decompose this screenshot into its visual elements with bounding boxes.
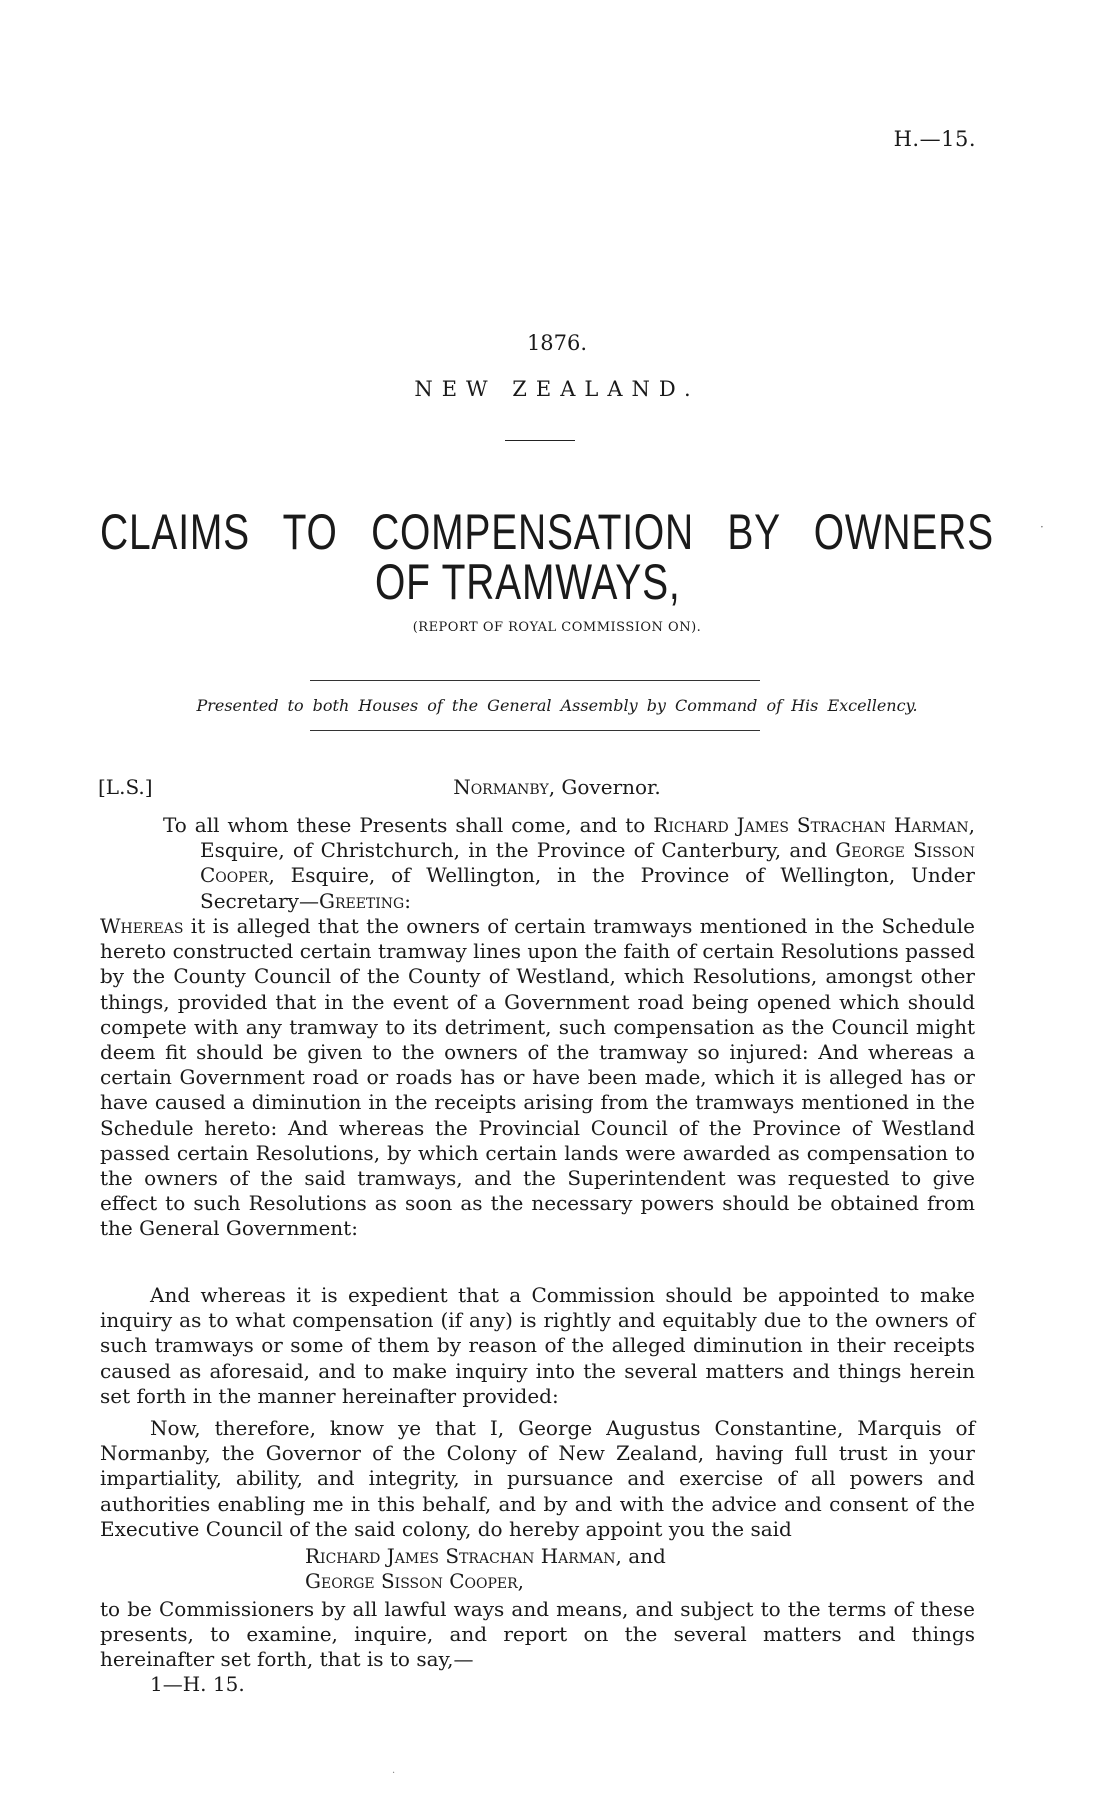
footer-reference: 1—H. 15.: [150, 1672, 245, 1696]
country-heading: NEW ZEALAND.: [414, 377, 700, 401]
title-line-1: CLAIMS TO COMPENSATION BY OWNERS: [100, 504, 994, 560]
salutation-text-2: , Esquire, of Christchurch, in the Province of Canterbury, and: [200, 813, 975, 863]
presented-line: Presented to both Houses of the General Assembly by Command of His Excellency.: [196, 696, 918, 715]
greeting: Greeting: [318, 888, 405, 913]
appointee-2: [305, 1569, 666, 1594]
commissioners-text: to be Commissioners by all lawful ways and means, and subject to the terms of these presents, to examine, inquire, and report on the several matters and things hereinafter set forth, that is to say,—: [100, 1597, 975, 1672]
appointee-2-suffix: ,: [517, 1569, 525, 1594]
year: 1876.: [526, 331, 588, 355]
commissioner-name-1: Richard James Strachan Harman: [653, 813, 969, 837]
whereas-paragraph: [100, 914, 975, 1242]
whereas-text: it is alleged that the owners of certain tramways mentioned in the Schedule hereto constructed certain tramway lines upon the faith of certain Resolutions passed by the County Council of the County of Westland, which Resolutions, amongst other things, provided that in the event of a Government road being opened which should compete with any tramway to its detriment, such compensation as the Council might deem fit should be given to the owners of the tramway so injured: And whereas a certain Government road or roads has or have been made, which it is alleged has or have caused a diminution in the receipts arising from the tramways mentioned in the Schedule hereto: And whereas the Provincial Council of the Province of Westland passed certain Resolutions, by which certain lands were awarded as compensation to the owners of the said tramways, and the Superintendent was requested to give effect to such Resolutions as soon as the necessary powers should be obtained from the General Government:: [100, 914, 975, 1241]
appointee-2-name: George Sisson Cooper: [305, 1569, 518, 1594]
governor-name: Normanby: [453, 775, 549, 799]
now-therefore-paragraph: [100, 1416, 975, 1542]
governor-line: [0, 775, 1114, 799]
page-reference: H.—15.: [893, 127, 976, 151]
whereas-expedient-paragraph: [100, 1283, 975, 1409]
now-therefore-text: Now, therefore, know ye that I, George Augustus Constantine, Marquis of Normanby, the Governor of the Colony of New Zealand, having full trust in your impartiality, ability, and integrity, in pursuance and exercise of all powers and authorities enabling me in this behalf, and by and with the advice and consent of the Executive Council of the said colony, do hereby appoint you the said: [100, 1416, 975, 1541]
divider-bottom: [310, 730, 760, 731]
governor-title: , Governor.: [548, 775, 661, 799]
seal-mark: [L.S.]: [98, 775, 153, 799]
title-line-2: OF TRAMWAYS,: [375, 554, 681, 610]
short-divider: [505, 440, 575, 441]
scan-speck: ·: [392, 1768, 396, 1779]
appointee-1: [305, 1544, 666, 1569]
salutation-text-1: To all whom these Presents shall come, and to: [163, 813, 654, 837]
salutation-text-3: , Esquire, of Wellington, in the Province of Wellington, Under Secretary—: [200, 863, 975, 913]
whereas-expedient-text: And whereas it is expedient that a Commission should be appointed to make inquiry as to what compensation (if any) is rightly and equitably due to the owners of such tramways or some of them by reason of the alleged diminution in their receipts caused as aforesaid, and to make inquiry into the several matters and things herein set forth in the manner hereinafter provided:: [100, 1283, 975, 1408]
commissioners-paragraph: [100, 1597, 975, 1673]
whereas-lead: Whereas: [100, 914, 184, 938]
margin-mark: ·: [1040, 520, 1044, 534]
divider-top: [310, 680, 760, 681]
appointee-1-suffix: , and: [615, 1544, 666, 1568]
salutation-text-4: :: [404, 888, 411, 913]
subtitle: (REPORT OF ROYAL COMMISSION ON).: [412, 620, 702, 635]
appointees-block: [305, 1544, 666, 1594]
appointee-1-name: Richard James Strachan Harman: [305, 1544, 616, 1568]
salutation: [100, 813, 975, 914]
commissioner-name-2: George Sisson Cooper: [200, 838, 975, 888]
